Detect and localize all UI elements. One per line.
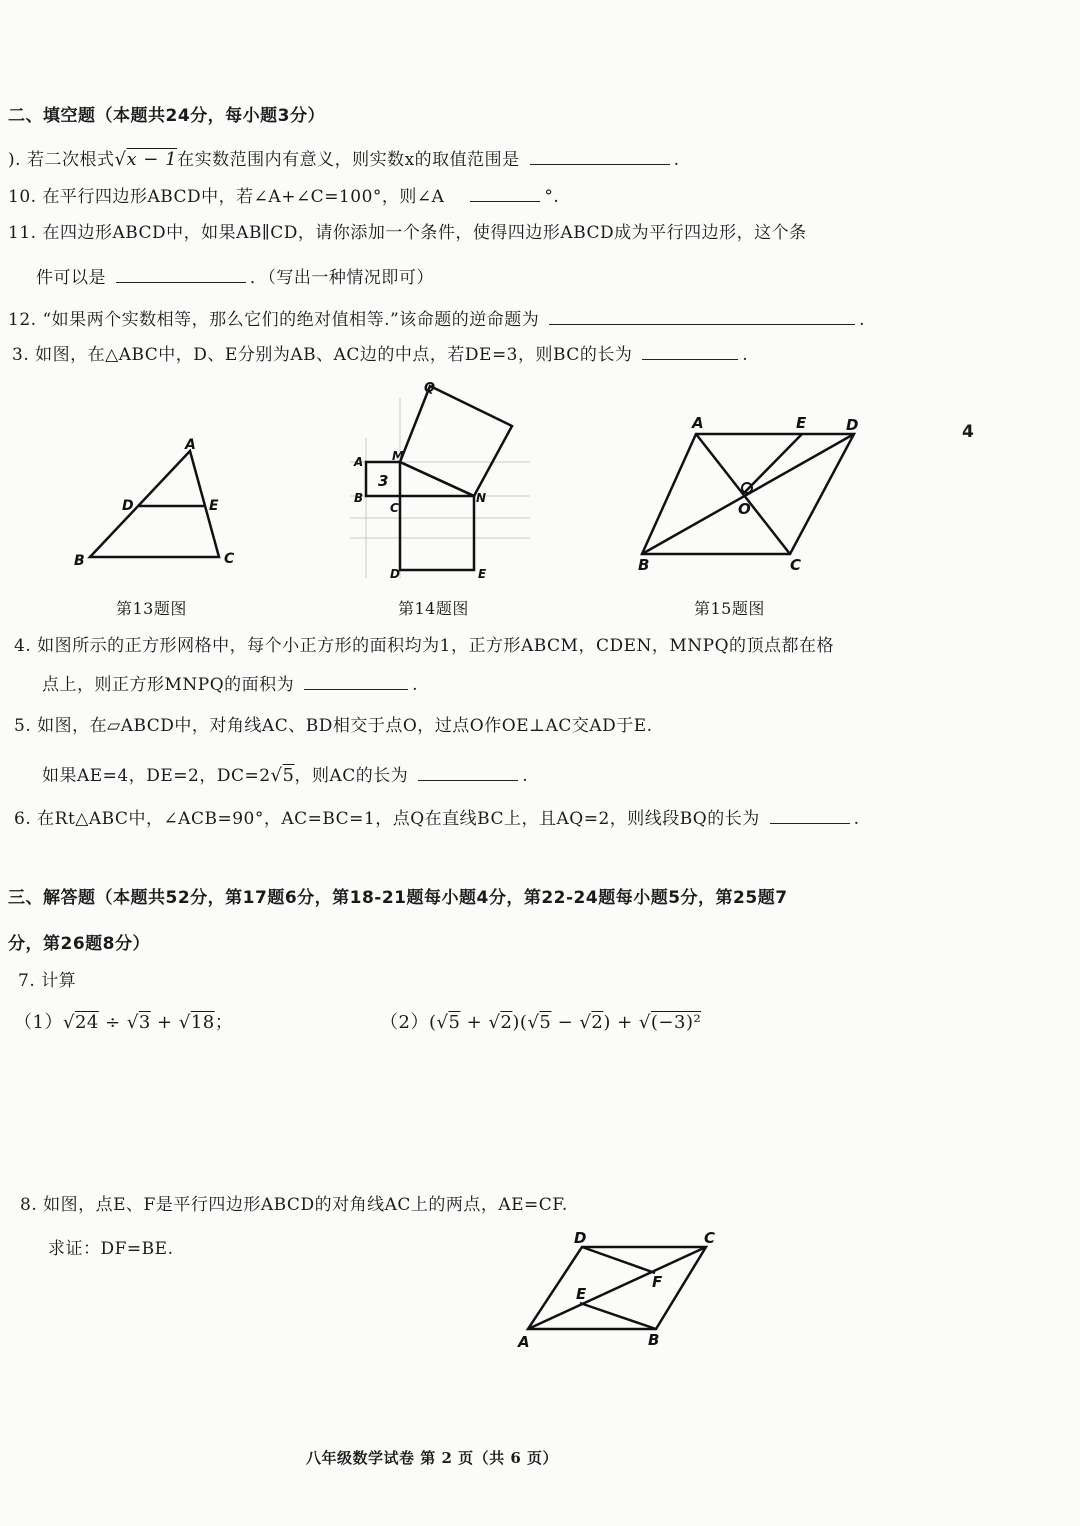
fig14-square-mnpq (400, 386, 512, 496)
q17-p1-op2: + (150, 1012, 179, 1033)
q14-answer-blank[interactable] (304, 673, 408, 690)
q11-line1: 在四边形ABCD中，如果AB∥CD，请你添加一个条件，使得四边形ABCD成为平行四边形，这个条 (42, 223, 807, 243)
section-3-title-line2: 分，第26题8分） (8, 934, 150, 954)
q16-text: 在Rt△ABC中，∠ACB=90°，AC=BC=1，点Q在直线BC上，且AQ=2，则线段BQ的长为 (37, 809, 760, 829)
q17-p1-radicand-c: 18 (190, 1012, 215, 1033)
margin-note: 4 (962, 422, 975, 442)
q9-end: . (673, 150, 680, 170)
q14-number: 4. (14, 636, 32, 656)
section-2-title: 二、填空题（本题共24分，每小题3分） (8, 106, 325, 126)
q12-answer-blank[interactable] (549, 308, 855, 325)
fig14-label-n: N (476, 491, 487, 505)
fig18-label-b: B (648, 1331, 660, 1349)
q13-number: 3. (12, 345, 30, 365)
q17-p2-plus: + (460, 1012, 489, 1033)
q14-line1: 如图所示的正方形网格中，每个小正方形的面积均为1，正方形ABCM，CDEN，MNPQ的顶点都在格 (37, 636, 835, 656)
fig13-label-e: E (209, 498, 219, 514)
q17-number: 7. (18, 971, 36, 991)
fig15-label-c: C (790, 556, 802, 574)
q17-p1-radicand-a: 24 (74, 1012, 99, 1033)
fig14-label-d: D (390, 567, 400, 581)
fig18-segment-df (582, 1247, 655, 1273)
q15-end: . (522, 766, 529, 786)
q17-p2-mid: )( (512, 1012, 528, 1033)
question-18 (20, 1193, 568, 1217)
q11-number: 11. (8, 223, 37, 243)
fig13-label-d: D (122, 498, 134, 514)
fig18-label-d: D (574, 1229, 587, 1247)
q9-answer-blank[interactable] (530, 148, 670, 165)
q13-answer-blank[interactable] (642, 343, 738, 360)
q11-answer-blank[interactable] (116, 266, 246, 283)
q11-line2-end: ．（写出一种情况即可） (249, 268, 434, 288)
question-11-line1 (8, 221, 807, 245)
q15-radicand: 5 (282, 765, 295, 786)
q13-end: . (742, 345, 749, 365)
q11-line2: 件可以是 (36, 268, 106, 288)
q10-end: °. (544, 187, 560, 207)
question-16 (14, 807, 860, 831)
question-13 (12, 343, 748, 367)
q17-p2-r4: 2 (591, 1012, 604, 1033)
q9-pre: 若二次根式 (26, 150, 115, 170)
q17-p1-radicand-b: 3 (138, 1012, 151, 1033)
q12-number: 12. (8, 310, 37, 330)
q10-number: 10. (8, 187, 37, 207)
fig13-triangle (90, 451, 219, 557)
q17-p2-close: ) + (603, 1012, 639, 1033)
q17-p1-label: （1） (14, 1012, 63, 1033)
fig15-label-o: O (738, 500, 751, 518)
figure-15 (630, 410, 870, 575)
q14-line2: 点上，则正方形MNPQ的面积为 (42, 675, 295, 695)
q17-p2-minus: − (551, 1012, 580, 1033)
q16-end: . (853, 809, 860, 829)
fig18-label-f: F (652, 1273, 663, 1291)
q17-p2-r3: 5 (539, 1012, 552, 1033)
q16-answer-blank[interactable] (770, 807, 850, 824)
q9-radical: √x − 1 (114, 149, 178, 170)
q9-number: ). (8, 150, 22, 170)
q17-p2-r2: 2 (500, 1012, 513, 1033)
figure-14 (350, 378, 530, 583)
question-11-line2 (36, 266, 434, 290)
fig14-grid (350, 398, 530, 578)
q10-text: 在平行四边形ABCD中，若∠A+∠C=100°，则∠A (42, 187, 445, 207)
fig15-label-d: D (846, 416, 859, 434)
q12-text: “如果两个实数相等，那么它们的绝对值相等.”该命题的逆命题为 (42, 310, 540, 330)
q14-end: . (412, 675, 418, 695)
q18-number: 8. (20, 1195, 38, 1215)
fig18-label-e: E (576, 1285, 587, 1303)
q12-end: . (859, 310, 866, 330)
q17-title: 计算 (41, 971, 77, 991)
fig14-label-q: Q (424, 381, 436, 396)
q15-answer-blank[interactable] (418, 764, 518, 781)
fig13-label-a: A (185, 437, 196, 453)
question-9 (8, 148, 679, 172)
fig14-caption: 第14题图 (398, 599, 469, 618)
q9-radicand: x − 1 (126, 149, 178, 170)
q17-p2-r5: (−3)² (650, 1012, 702, 1033)
fig18-label-a: A (518, 1333, 530, 1351)
fig18-segment-be (580, 1303, 656, 1329)
question-12 (8, 308, 865, 332)
question-17 (18, 969, 76, 993)
q15-line1: 如图，在▱ABCD中，对角线AC、BD相交于点O，过点O作OE⊥AC交AD于E. (37, 716, 653, 736)
q17-p2-open: ( (428, 1012, 437, 1033)
fig14-label-m: M (392, 449, 404, 463)
section-3-title-line1: 三、解答题（本题共52分，第17题6分，第18-21题每小题4分，第22-24题每小题5分，第25题7 (8, 888, 788, 908)
fig15-label-b: B (638, 556, 650, 574)
page-footer: 八年级数学试卷 第 2 页（共 6 页） (306, 1449, 558, 1467)
q17-part1: （1）√24 ÷ √3 + √18； (14, 1012, 234, 1033)
q15-radical: √5 (270, 765, 295, 786)
q13-text: 如图，在△ABC中，D、E分别为AB、AC边的中点，若DE=3，则BC的长为 (35, 345, 633, 365)
fig13-label-c: C (224, 551, 235, 567)
fig15-label-e: E (796, 414, 807, 432)
fig13-label-b: B (74, 553, 85, 569)
question-15-line1 (14, 714, 653, 738)
fig14-segment-mn (400, 462, 474, 496)
fig13-caption: 第13题图 (116, 599, 187, 618)
fig14-square-cden (400, 496, 474, 570)
fig15-label-a: A (692, 414, 704, 432)
q17-p1-op1: ÷ (98, 1012, 127, 1033)
fig14-label-e: E (478, 567, 487, 581)
figure-18 (510, 1225, 730, 1355)
question-10 (8, 185, 559, 209)
q15-line2: 如果AE=4，DE=2，DC=2 (42, 766, 271, 786)
q17-p2-label: （2） (380, 1012, 429, 1033)
q15-number: 5. (14, 716, 32, 736)
fig14-label-3: 3 (378, 472, 389, 490)
question-14-line1 (14, 634, 834, 658)
q10-answer-blank[interactable] (470, 185, 540, 202)
fig15-caption: 第15题图 (694, 599, 765, 618)
fig18-label-c: C (704, 1229, 716, 1247)
q15-line2-end: ，则AC的长为 (294, 766, 409, 786)
question-15-line2 (42, 764, 528, 788)
fig14-label-c: C (390, 501, 399, 515)
q17-part2: （2）(√5 + √2)(√5 − √2) + √(−3)² (380, 1012, 702, 1033)
fig14-label-a: A (354, 455, 364, 469)
question-14-line2 (42, 673, 418, 697)
q9-post: 在实数范围内有意义，则实数x的取值范围是 (177, 150, 520, 170)
fig14-label-b: B (354, 491, 364, 505)
q18-proof: 求证：DF=BE. (48, 1239, 174, 1259)
q17-p2-r1: 5 (448, 1012, 461, 1033)
q16-number: 6. (14, 809, 32, 829)
figure-13 (70, 435, 250, 580)
q18-text: 如图，点E、F是平行四边形ABCD的对角线AC上的两点，AE=CF. (43, 1195, 568, 1215)
q17-p1-end: ； (214, 1012, 234, 1033)
